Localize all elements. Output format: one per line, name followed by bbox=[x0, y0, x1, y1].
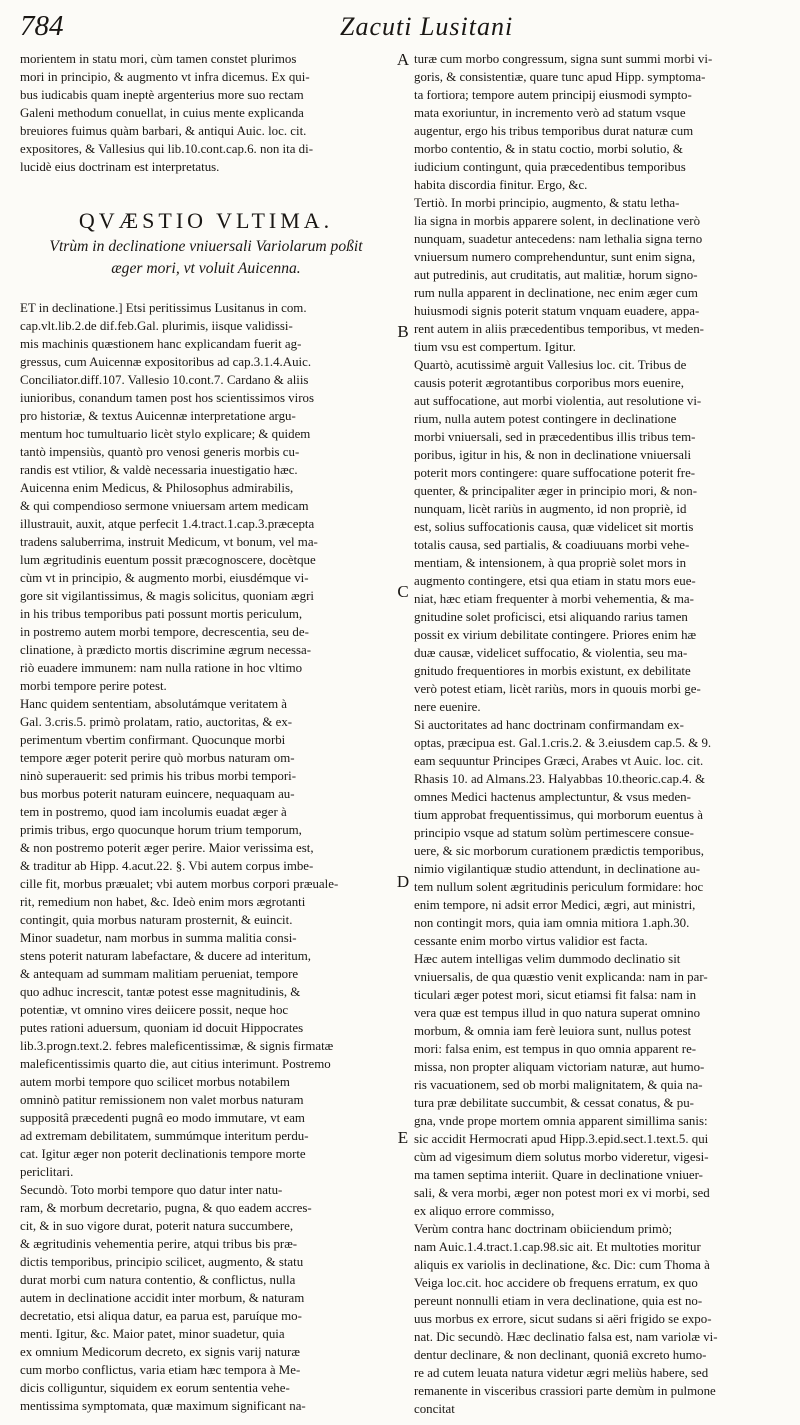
right-column-body-line: sic accidit Hermocrati apud Hipp.3.epid.sect.1.text.5. qui bbox=[414, 1132, 709, 1146]
right-column-body-line: duæ causæ, videlicet suffocatio, & violentia, seu ma- bbox=[414, 646, 688, 660]
right-column-body-line: uere, & sic morborum curationem prædictis temporibus, bbox=[414, 844, 704, 858]
right-column-body-line: Veiga loc.cit. hoc accidere ob frequens erratum, ex quo bbox=[414, 1276, 698, 1290]
left-column-body-line: & non postremo poterit æger perire. Maior verissima est, bbox=[20, 841, 314, 856]
right-column-body-line: morbum, & omnia iam ferè leuiora sunt, nullus potest bbox=[414, 1024, 692, 1038]
right-column-body-line: poribus, igitur in his, & non in declinatione vniuersali bbox=[414, 448, 692, 462]
left-column-body-line: gressus, cum Auicennæ expositoribus ad cap.3.1.4.Auic. bbox=[20, 355, 312, 370]
right-column bbox=[414, 50, 786, 1418]
left-column-body-line: dicis colliguntur, siquidem ex eorum sententia vehe- bbox=[20, 1381, 290, 1396]
left-column-body-line: in postremo autem morbi tempore, decrescentia, seu de- bbox=[20, 625, 309, 640]
right-column-body-line: ma tamen septima interiit. Quare in declinatione vniuer- bbox=[414, 1168, 703, 1182]
margin-letter-b: B bbox=[397, 322, 409, 341]
right-column-body-line: ticulari æger potest mori, sicut etiamsi fit falsa: nam in bbox=[414, 988, 697, 1002]
right-column-body-line: rent autem in aliis præcedentibus temporibus, vt meden- bbox=[414, 322, 704, 336]
left-column-body-line: mentissima symptomata, quæ maximum significant na- bbox=[20, 1399, 306, 1414]
right-column-body-line: morbo contentio, & in statu coctio, morbi solutio, & bbox=[414, 142, 683, 156]
left-column-body-line: periclitari. bbox=[20, 1165, 74, 1180]
left-column-body-line: mentum hoc tumultuario licèt stylo explicare; & quidem bbox=[20, 427, 311, 442]
left-column-body-line: Hanc quidem sententiam, absolutámque veritatem à bbox=[20, 697, 288, 712]
right-column-body-line: morbi vniuersali, sed in præcedentibus illis tribus tem- bbox=[414, 430, 696, 444]
right-column-body-line: remanente in visceribus crassiori parte demùm in pulmone bbox=[414, 1384, 716, 1398]
right-column-body-line: missa, non propter aliquam victoriam naturæ, aut humo- bbox=[414, 1060, 705, 1074]
left-column-body-line: randis est vtilior, & valdè necessaria inuestigatio hæc. bbox=[20, 463, 298, 478]
left-column-body-line: bus morbus poterit naturam euincere, nequaquam au- bbox=[20, 787, 295, 802]
left-column-body-line: decretatio, etsi aliqua datur, ea parua est, paruíque mo- bbox=[20, 1309, 302, 1324]
question-subtitle-line-1: Vtrùm in declinatione vniuersali Variolarum poßit bbox=[49, 238, 363, 255]
left-column-body-line: ET in declinatione.] Etsi peritissimus Lusitanus in com. bbox=[20, 301, 307, 316]
left-column-body-line: omninò patitur remissionem non valet morbus naturam bbox=[20, 1093, 304, 1108]
margin-letter-a: A bbox=[396, 50, 410, 69]
right-column-body-line: aut putredinis, aut cruditatis, aut malitiæ, horum signo- bbox=[414, 268, 698, 282]
left-column-intro-line: breuiores fuimus quàm barbari, & antiqui Auic. loc. cit. bbox=[20, 124, 307, 138]
left-column-body-line: Secundò. Toto morbi tempore quo datur inter natu- bbox=[20, 1183, 283, 1198]
question-heading bbox=[20, 206, 392, 279]
right-column-body-line: nunquam, suadetur antecedens: nam lethalia signa terno bbox=[414, 232, 703, 246]
left-column-body-line: putes rationi aduersum, quoniam id docuit Hippocrates bbox=[20, 1021, 304, 1036]
right-column-body-line: uus morbus ex errore, sicut sudans si aëri frigido se expo- bbox=[414, 1312, 712, 1326]
right-column-body-line: re ad cutem leuata natura videtur ægri meliùs habere, sed bbox=[414, 1366, 709, 1380]
right-column-body-line: gnitudine solet proficisci, etsi aliquando rarius tamen bbox=[414, 610, 688, 624]
right-column-body-line: principio vsque ad statum solùm pertimescere consue- bbox=[414, 826, 694, 840]
left-column-body bbox=[20, 299, 392, 1415]
right-column-body-line: sali, & vera morbi, æger non potest mori ex vi morbi, sed bbox=[414, 1186, 710, 1200]
left-column-body-line: illustrauit, auxit, atque perfecit 1.4.tract.1.cap.3.præcepta bbox=[20, 517, 315, 532]
right-column-body-line: vera quæ est tempus illud in quo natura superat omnino bbox=[414, 1006, 701, 1020]
margin-letter-d: D bbox=[396, 872, 410, 891]
left-column-body-line: morbi tempore perire potest. bbox=[20, 679, 167, 694]
right-column-body-line: possit ex virium debilitate contingere. Priores enim hæ bbox=[414, 628, 697, 642]
left-column-intro-line: expositores, & Vallesius qui lib.10.cont.cap.6. non ita di- bbox=[20, 142, 313, 156]
right-column-body-line: nimio vigilantiquæ studio attendunt, in declinatione au- bbox=[414, 862, 701, 876]
left-column-body-line: cit, & in suo vigore durat, poterit natura succumbere, bbox=[20, 1219, 294, 1234]
right-column-body-line: ta fortiora; tempore autem principij eiusmodi sympto- bbox=[414, 88, 692, 102]
left-column-body-line: ninò superauerit: sed primis his tribus morbi tempori- bbox=[20, 769, 297, 784]
right-column-body-line: causis poterit ægrotantibus corporibus mors euenire, bbox=[414, 376, 684, 390]
left-column-intro-line: Galeni methodum conuellat, in cuius mente explicanda bbox=[20, 106, 304, 120]
right-column-body-line: Quartò, acutissimè arguit Vallesius loc. cit. Tribus de bbox=[414, 358, 687, 372]
right-column-body-line: niat, hæc etiam frequenter à morbi vehementia, & ma- bbox=[414, 592, 694, 606]
margin-letter-c: C bbox=[397, 582, 409, 601]
left-column-body-line: quo adhuc increscit, tantæ potest esse magnitudinis, & bbox=[20, 985, 301, 1000]
right-column-body-line: aut suffocatione, aut morbi violentia, aut resolutione vi- bbox=[414, 394, 702, 408]
right-column-body-line: cùm ad vigesimum diem solutus morbo videretur, vigesi- bbox=[414, 1150, 709, 1164]
left-column-body-line: ad extremam debilitatem, summúmque interitum perdu- bbox=[20, 1129, 309, 1144]
running-title: Zacuti Lusitani bbox=[340, 12, 514, 41]
left-column-intro-line: morientem in statu mori, cùm tamen constet plurimos bbox=[20, 52, 297, 66]
right-column-body-line: tem nullum solent ægritudinis periculum formidare: hoc bbox=[414, 880, 704, 894]
margin-letter-e: E bbox=[397, 1128, 409, 1147]
left-column-body-line: cum morbo conflictus, varia etiam hæc tempora à Me- bbox=[20, 1363, 301, 1378]
right-column-body-line: Hæc autem intelligas velim dummodo declinatio sit bbox=[414, 952, 681, 966]
left-column-intro bbox=[20, 50, 392, 176]
question-subtitle-line-2: æger mori, vt voluit Auicenna. bbox=[111, 259, 301, 277]
right-column-body-line: concitat bbox=[414, 1402, 455, 1416]
left-column-body-line: cùm vt in principio, & augmento morbi, eiusdémque vi- bbox=[20, 571, 309, 586]
page-number: 784 bbox=[20, 10, 64, 42]
right-column-body-line: mata exoriuntur, in incremento verò ad statum vsque bbox=[414, 106, 686, 120]
left-column-body-line: durat morbi cum natura contentio, & conflictus, nulla bbox=[20, 1273, 296, 1288]
left-column-body-line: lib.3.progn.text.2. febres maleficentissimæ, & signis firmatæ bbox=[20, 1039, 334, 1054]
right-column-body-line: mori: falsa enim, est tempus in quo omnia apparent re- bbox=[414, 1042, 697, 1056]
right-column-body-line: gnitudo frequentiores in morbis existunt, ex debilitate bbox=[414, 664, 691, 678]
left-column-body-line: in his tribus temporibus pati possunt mortis periculum, bbox=[20, 607, 303, 622]
left-column-body-line: ram, & morbum decretario, pugna, & quo eadem accres- bbox=[20, 1201, 312, 1216]
left-column-body-line: Auicenna enim Medicus, & Philosophus admirabilis, bbox=[20, 481, 294, 496]
left-column-body-line: maleficentissimis quarto die, aut citius interimunt. Postremo bbox=[20, 1057, 331, 1072]
right-column-body-line: gna, vnde prope mortem omnia apparent simillima sanis: bbox=[414, 1114, 708, 1128]
left-column-body-line: mis machinis quæstionem hanc explicandam fuerit ag- bbox=[20, 337, 302, 352]
right-column-body-line: nere euenire. bbox=[414, 700, 481, 714]
left-column-body-line: Gal. 3.cris.5. primò prolatam, ratio, auctoritas, & ex- bbox=[20, 715, 293, 730]
right-column-body-line: rum nulla apparent in declinatione, nec enim æger cum bbox=[414, 286, 698, 300]
right-column-body-line: tura præ debilitate succumbit, & cessat conatus, & pu- bbox=[414, 1096, 694, 1110]
right-column-body-line: eam sequuntur Principes Græci, Arabes vt Auic. loc. cit. bbox=[414, 754, 704, 768]
left-column-intro-line: bus iudicabis quam ineptè argenterius more suo rectam bbox=[20, 88, 304, 102]
left-column-body-line: Conciliator.diff.107. Vallesio 10.cont.7. Cardano & aliis bbox=[20, 373, 309, 388]
left-column-body-line: lum ægritudinis euentum possit præcognoscere, docètque bbox=[20, 553, 316, 568]
right-column-body-line: nat. Dic secundò. Hæc declinatio falsa est, nam variolæ vi- bbox=[414, 1330, 718, 1344]
right-column-body-line: goris, & consistentiæ, quare tunc apud Hipp. symptoma- bbox=[414, 70, 706, 84]
right-column-body-line: non contingit mors, quia iam omnia mitiora 1.aph.30. bbox=[414, 916, 690, 930]
left-column-body-line: pro historiæ, & textus Auicennæ interpretatione argu- bbox=[20, 409, 296, 424]
right-column-body-line: enim tempore, ni adsit error Medici, ægri, aut ministri, bbox=[414, 898, 696, 912]
left-column-intro-line: lucidè eius doctrinam est interpretatus. bbox=[20, 160, 220, 174]
question-title: QVÆSTIO VLTIMA. bbox=[78, 208, 334, 233]
right-column-body-line: Rhasis 10. ad Almans.23. Halyabbas 10.theoric.cap.4. & bbox=[414, 772, 706, 786]
left-column-body-line: riò euadere immunem: nam nulla ratione in hoc vltimo bbox=[20, 661, 303, 676]
left-column-body-line: autem morbi tempore quo scilicet morbus notabilem bbox=[20, 1075, 290, 1090]
right-column-body-line: lia signa in morbis apparere solent, in declinatione verò bbox=[414, 214, 701, 228]
left-column-body-line: perimentum vbertim confirmant. Quocunque morbi bbox=[20, 733, 286, 748]
right-column-body-line: Si auctoritates ad hanc doctrinam confirmandam ex- bbox=[414, 718, 684, 732]
left-column-body-line: iunioribus, conandum tamen post hos scientissimos viros bbox=[20, 391, 314, 406]
right-column-body-line: tium vsu est compertum. Igitur. bbox=[414, 340, 576, 354]
heading-spacer bbox=[20, 285, 392, 299]
left-column-body-line: gore sit vigilantissimus, & magis solicitus, quoniam ægri bbox=[20, 589, 314, 604]
left-column-body-line: & qui compendioso sermone vniuersam artem medicam bbox=[20, 499, 309, 514]
page-header bbox=[0, 10, 800, 50]
right-column-body-line: pereunt nonnulli etiam in vera declinatione, quia est no- bbox=[414, 1294, 703, 1308]
right-column-body-line: verò potest etiam, licèt rariùs, mors in quouis morbi ge- bbox=[414, 682, 701, 696]
right-column-body-line: dentur declinare, & non declinant, quoniâ excreto humo- bbox=[414, 1348, 707, 1362]
right-column-body-line: optas, præcipua est. Gal.1.cris.2. & 3.eiusdem cap.5. & 9. bbox=[414, 736, 712, 750]
right-column-body-line: est, solius suffocationis causa, quæ videlicet sit mortis bbox=[414, 520, 694, 534]
right-column-body-line: turæ cum morbo congressum, signa sunt summi morbi vi- bbox=[414, 52, 713, 66]
left-column-body-line: stens poterit naturam labefactare, & ducere ad interitum, bbox=[20, 949, 311, 964]
right-column-body-line: tium approbat frequentissimus, qui morborum euentus à bbox=[414, 808, 703, 822]
right-column-body-line: rium, nulla autem potest contingere in declinatione bbox=[414, 412, 677, 426]
right-column-body-line: mentiam, & intensionem, à qua propriè solet mors in bbox=[414, 556, 687, 570]
right-column-body-line: habita discordia finitur. Ergo, &c. bbox=[414, 178, 588, 192]
right-column-body-line: augmento contingere, etsi qua etiam in statu mors eue- bbox=[414, 574, 696, 588]
left-column-body-line: & traditur ab Hipp. 4.acut.22. §. Vbi autem corpus imbe- bbox=[20, 859, 314, 874]
right-column-body-line: aliquis ex variolis in declinatione, &c. Dic: cum Thoma à bbox=[414, 1258, 710, 1272]
right-column-body-line: Tertiò. In morbi principio, augmento, & statu letha- bbox=[414, 196, 680, 210]
left-column-body-line: autem in declinatione accidit inter morbum, & naturam bbox=[20, 1291, 305, 1306]
left-column-body-line: ex omnium Medicorum decreto, ex signis varij naturæ bbox=[20, 1345, 300, 1360]
right-column-body-line: quenter, & principaliter æger in principio mori, & non- bbox=[414, 484, 698, 498]
left-column-body-line: menti. Igitur, &c. Maior patet, minor suadetur, quia bbox=[20, 1327, 285, 1342]
right-column-body-line: Verùm contra hanc doctrinam obiiciendum primò; bbox=[414, 1222, 673, 1236]
left-column-body-line: suppositâ præcedenti pugnâ eo modo immutare, vt eam bbox=[20, 1111, 305, 1126]
right-column-body-line: vniuersum numero comprehenduntur, sunt enim signa, bbox=[414, 250, 696, 264]
left-column-body-line: tradens saluberrima, instruit Medicum, vt bonum, vel ma- bbox=[20, 535, 318, 550]
right-column-body-line: vniuersalis, de qua quæstio venit explicanda: nam in par- bbox=[414, 970, 708, 984]
right-column-body-line: iudicium contingunt, quia præcedentibus temporibus bbox=[414, 160, 686, 174]
left-column-body-line: tem in postremo, quod iam incolumis euadat æger à bbox=[20, 805, 287, 820]
right-column-body-line: ris vacuationem, sed ob morbi malignitatem, & quia na- bbox=[414, 1078, 703, 1092]
left-column-body-line: tempore æger poterit perire quò morbus naturam om- bbox=[20, 751, 295, 766]
right-column-body-line: huiusmodi signis poterit statum vnquam euadere, appa- bbox=[414, 304, 700, 318]
right-column-body-line: nunquam, licèt rariùs in augmento, id non propriè, id bbox=[414, 502, 687, 516]
right-column-body-line: omnes Medici hactenus amplectuntur, & vsus meden- bbox=[414, 790, 691, 804]
right-column-body-line: cessante enim morbo virtus validior est facta. bbox=[414, 934, 648, 948]
left-column-intro-line: mori in principio, & augmento vt infra dicemus. Ex qui- bbox=[20, 70, 310, 84]
left-column-body-line: Minor suadetur, nam morbus in summa malitia consi- bbox=[20, 931, 297, 946]
left-column-body-line: clinatione, à prædicto mortis discrimine ægrum necessa- bbox=[20, 643, 312, 658]
right-column-body-line: poterit mors contingere: quare suffocatione poterit fre- bbox=[414, 466, 696, 480]
left-column-body-line: cille fit, morbus præualet; vbi autem morbus corpori præuale- bbox=[20, 877, 339, 892]
left-column bbox=[20, 50, 392, 1415]
right-column-body-line: augentur, ergo his tribus temporibus durat naturæ cum bbox=[414, 124, 694, 138]
left-column-body-line: contingit, quia morbus naturam prosternit, & euincit. bbox=[20, 913, 293, 928]
left-column-body-line: cat. Igitur æger non poterit declinationis tempore morte bbox=[20, 1147, 306, 1162]
right-column-body-line: nam Auic.1.4.tract.1.cap.98.sic ait. Et multoties moritur bbox=[414, 1240, 701, 1254]
left-column-body-line: dictis temporibus, principio scilicet, augmento, & statu bbox=[20, 1255, 304, 1270]
left-column-body-line: cap.vlt.lib.2.de dif.feb.Gal. plurimis, iisque validissi- bbox=[20, 319, 293, 334]
left-column-body-line: & antequam ad summam malitiam perueniat, tempore bbox=[20, 967, 299, 982]
left-column-body-line: rit, remedium non habet, &c. Ideò enim mors ægrotanti bbox=[20, 895, 306, 910]
right-column-body-line: totalis causa, sed partialis, & coadiuuans morbi vehe- bbox=[414, 538, 690, 552]
left-column-body-line: & ægritudinis vehementia perire, atqui tribus bis præ- bbox=[20, 1237, 298, 1252]
left-column-body-line: tantò impensiùs, quantò pro venosi generis morbis cu- bbox=[20, 445, 300, 460]
left-column-body-line: potentiæ, vt omnino vires deiicere possit, neque hoc bbox=[20, 1003, 289, 1018]
left-column-body-line: primis tribus, ergo quocunque horum trium temporum, bbox=[20, 823, 302, 838]
right-column-body-line: ex aliquo errore commisso, bbox=[414, 1204, 555, 1218]
